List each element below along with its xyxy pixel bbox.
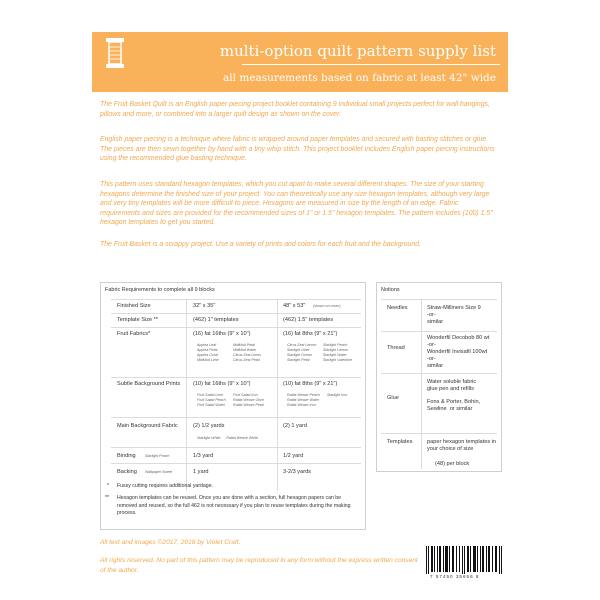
row-divider [381, 331, 497, 332]
row-divider [111, 417, 361, 418]
template-size-label: Template Size ** [117, 317, 159, 323]
needles-value: Straw-Milliners Size 9 -or- similar [427, 305, 481, 325]
finished-size-small: 32" x 35" [193, 303, 216, 309]
finished-size-label: Finished Size [117, 303, 151, 309]
thread-spool-icon [104, 36, 126, 70]
finished-size-large: 48" x 53" [283, 303, 306, 309]
row-divider [111, 463, 361, 464]
rights-notice: All rights reserved. No part of this pattern may be reproduced in any form without the express written consent of the author. [100, 557, 418, 574]
subtle-background-label: Subtle Background Prints [117, 381, 181, 387]
subtle-background-small: (10) fat 16ths (9" x 10") [193, 381, 251, 387]
subtle-background-large: (10) fat 8ths (9" x 21") [283, 381, 338, 387]
footnote-mark: ** [105, 495, 110, 501]
backing-label: Backing [117, 469, 137, 475]
notions-table [376, 282, 502, 472]
page-title: multi-option quilt pattern supply list [219, 42, 496, 60]
needles-label: Needles [387, 305, 408, 311]
backing-fabric-name: Wallpaper Sweet [145, 470, 173, 474]
row-divider [111, 299, 361, 300]
row-divider [111, 313, 361, 314]
subtle-fabric-names: Rattia Weave Peach Rattia Weave Water Rattia Weave Iron [287, 393, 320, 407]
thread-label: Thread [387, 345, 405, 351]
header-banner [92, 32, 508, 92]
binding-fabric-name: Starlight Peach [145, 454, 170, 458]
footnote-fussy-cutting: Fussy cutting requires additional yardage. [117, 483, 214, 489]
footnote-mark: * [107, 483, 110, 489]
row-divider [381, 433, 497, 434]
template-size-small: (462) 1" templates [193, 317, 239, 323]
barcode-number: 7 57450 35656 8 [430, 574, 480, 579]
binding-large: 1/2 yard [283, 453, 304, 459]
fruit-fabric-names: MidMod Petal MidMod Water Citrus Zest Limes Citrus Zest Petal [233, 343, 261, 362]
barcode-icon [426, 546, 502, 574]
templates-label: Templates [387, 439, 413, 445]
thread-value: Wonderfil Decobob 80 wt -or- Wonderfil Invisafil 100wt -or- similar [427, 335, 490, 369]
page-subtitle: all measurements based on fabric at least 42" wide [223, 72, 496, 84]
footnote-hexagon-templates: Hexagon templates can be reused. Once you are done with a section, full hexagon papers can be removed and reused, so the full 462 is not necessary if you plan to reuse templates during the making process. [117, 495, 351, 516]
row-divider [111, 327, 361, 328]
fruit-fabrics-small: (16) fat 16ths (9" x 10") [193, 331, 251, 337]
copyright-notice: All text and images ©2017, 2018 by Violet Craft. [100, 539, 241, 546]
templates-value: paper hexagon templates in your choice of size [427, 439, 497, 452]
row-divider [381, 373, 497, 374]
backing-small: 1 yard [193, 469, 209, 475]
main-background-large: (2) 1 yard [283, 423, 307, 429]
row-divider [111, 377, 361, 378]
binding-small: 1/3 yard [193, 453, 214, 459]
backing-large: 3-2/3 yards [283, 469, 311, 475]
title-divider [242, 64, 500, 65]
templates-per-block: (48) per block [435, 461, 470, 467]
subtle-fabric-names: Starlight Iron [327, 393, 348, 397]
subtle-fabric-names: Fruit Salad Lime Fruit Salad Peach Fruit Salad Water [197, 393, 226, 407]
fruit-fabric-names: Applea Leaf Applea Petal Applea Coral MidMod Lime [197, 343, 219, 362]
row-divider [381, 299, 497, 300]
main-fabric-names: Starlight White Rattia Weave White [197, 436, 259, 440]
fruit-fabric-names: Starlight Peach Starlight Lemon Starlight Water Starlight Valentine [323, 343, 353, 362]
finished-size-note: (shown on cover) [313, 304, 341, 308]
notions-heading: Notions [381, 287, 400, 293]
template-size-large: (462) 1.5" templates [283, 317, 334, 323]
main-background-label: Main Background Fabric [117, 423, 178, 429]
glue-label: Glue [387, 395, 399, 401]
fruit-fabrics-large: (16) fat 8ths (9" x 21") [283, 331, 338, 337]
intro-paragraph-3: This pattern uses standard hexagon templates, which you cut apart to make several different shapes. The size of your starting hexagons determine the finished size of your project. You can theoretically use any size hexagon templates, although very large and very tiny templates will be more difficult to piece. Hexagons are measured in size by the length of an edge. Fabric requirements and sizes are provided for the recommended sizes of 1" or 1.5" hexagon templates. The pattern includes (100) 1.5" hexagon templates to get you started. [100, 181, 493, 226]
intro-paragraph-1: The Fruit Basket Quilt is an English paper piecing project booklet containing 9 individual small projects perfect for wall hangings, pillows and more, or combined into a larger quilt design as shown on the cover. [100, 101, 490, 118]
binding-label: Binding [117, 453, 136, 459]
intro-paragraph-2: English paper piecing is a technique where fabric is wrapped around paper templates and secured with basting stitches or glue. The pieces are then sewn together by hand with a tiny whip stitch. This project booklet includes English paper piecing instructions using the recommended glue basting technique. [100, 136, 495, 162]
row-divider [111, 447, 361, 448]
intro-paragraph-4: The Fruit Basket is a scrappy project. Use a variety of prints and colors for each fruit and the background. [100, 241, 421, 248]
glue-brands: Fons & Porter, Bohin, Sewline or similar [427, 399, 481, 412]
glue-value: Water soluble fabric glue pen and refills [427, 379, 477, 392]
fruit-fabric-names: Citrus Zest Lemon Starlight Olive Starlight Ocean Starlight Petal [287, 343, 317, 362]
fabric-table-heading: Fabric Requirements to complete all 9 blocks [105, 287, 215, 293]
column-divider [421, 299, 422, 469]
main-background-small: (2) 1/2 yards [193, 423, 225, 429]
subtle-fabric-names: Fruit Salad Iron Rattia Weave Olive Rattia Weave Petal [233, 393, 264, 407]
fabric-requirements-table [100, 282, 366, 530]
fruit-fabrics-label: Fruit Fabrics* [117, 331, 151, 337]
